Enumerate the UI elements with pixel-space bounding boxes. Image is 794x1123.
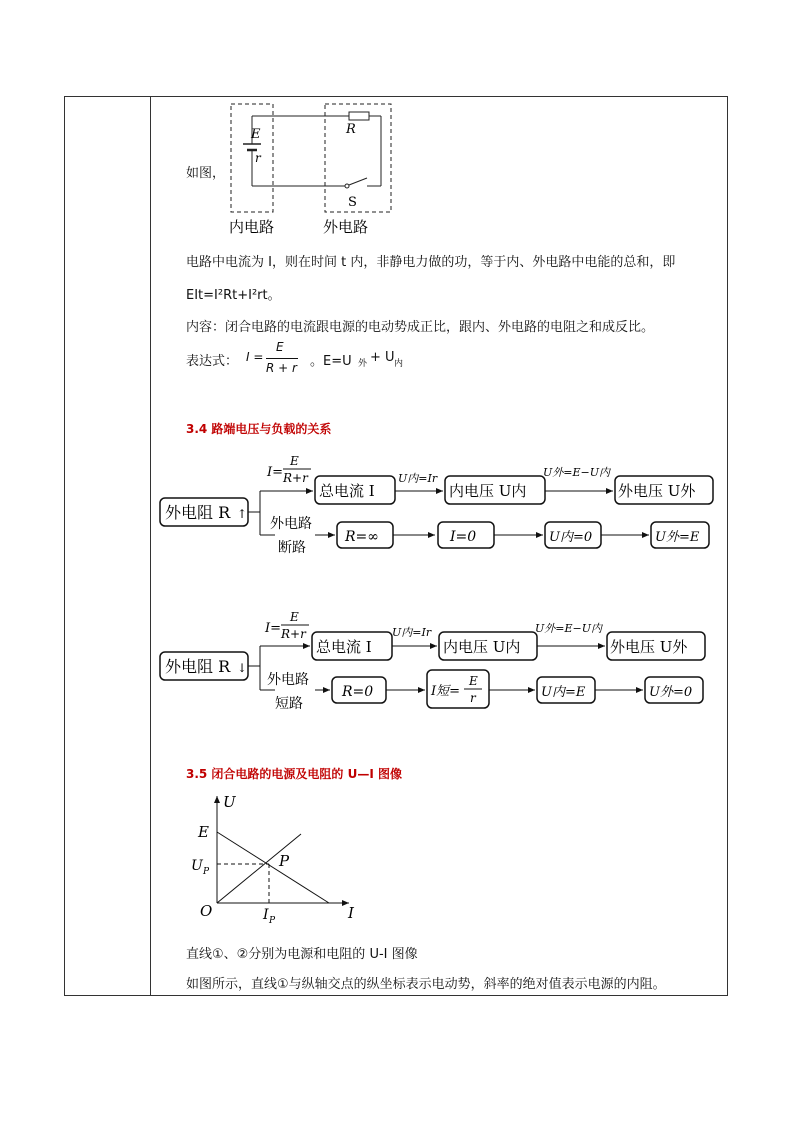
- line-1-source: [217, 832, 329, 903]
- switch-label: S: [348, 195, 357, 210]
- branch-value-3: U内=0: [549, 530, 593, 545]
- fraction-bar: [266, 358, 298, 359]
- start-label: 外电阻 R: [165, 657, 231, 676]
- branch-label-2: 断路: [278, 540, 306, 556]
- formula-den: R+r: [281, 627, 306, 641]
- up-arrow-glyph: ↑: [237, 507, 248, 521]
- circuit-prefix: 如图，: [186, 166, 226, 181]
- emf-label: E: [251, 127, 261, 142]
- flow-diagram-short-circuit: [155, 604, 720, 719]
- switch-contact: [345, 184, 349, 188]
- branch-value-2-num: E: [469, 674, 478, 688]
- down-arrow-glyph: ↓: [237, 661, 248, 675]
- up-label: U: [191, 858, 203, 874]
- y-axis-label: U: [223, 793, 236, 811]
- branch-value-4: U外=0: [649, 685, 693, 700]
- outer-voltage-label: 外电压 U外: [610, 638, 688, 656]
- branch-label-2: 短路: [275, 696, 303, 712]
- arrow1-label: U内=Ir: [398, 472, 438, 485]
- section-3-4-heading: 3.4 路端电压与负载的关系: [186, 422, 332, 436]
- arrow1-label: U内=Ir: [392, 626, 432, 639]
- arrow2-label: U外=E−U内: [543, 466, 611, 479]
- ip-label: I: [263, 907, 269, 923]
- inner-voltage-label: 内电压 U内: [443, 638, 521, 656]
- branch-value-2-den: r: [470, 691, 476, 705]
- outer-circuit-label: 外电路: [323, 218, 369, 236]
- formula-den: R+r: [283, 471, 308, 485]
- ip-sub: P: [269, 916, 276, 926]
- sub-nei: 内: [394, 359, 404, 369]
- footer-line-2: 如图所示，直线①与纵轴交点的纵坐标表示电动势，斜率的绝对值表示电源的内阻。: [186, 977, 666, 992]
- expression-prefix: 表达式：: [186, 354, 239, 369]
- arrow2-label: U外=E−U内: [535, 622, 603, 635]
- formula-num: E: [290, 610, 299, 624]
- paragraph-2: 内容：闭合电路的电流跟电源的电动势成正比，跟内、外电路的电阻之和成反比。: [186, 320, 655, 335]
- u-i-graph: [185, 790, 375, 930]
- branch-label-1: 外电路: [267, 672, 309, 688]
- formula-num: E: [290, 454, 299, 468]
- start-label: 外电阻 R: [165, 503, 231, 522]
- e-label: E: [198, 823, 209, 841]
- paragraph-1-line-2: EIt=I²Rt+I²rt。: [186, 288, 281, 303]
- formula-numerator: E: [276, 340, 284, 354]
- plus-u: + U: [370, 350, 395, 365]
- origin-label: O: [200, 902, 213, 920]
- internal-r-label: r: [255, 151, 261, 165]
- resistor-label: R: [346, 122, 356, 137]
- inner-voltage-label: 内电压 U内: [449, 482, 527, 500]
- up-sub: P: [203, 867, 210, 877]
- section-3-5-heading: 3.5 闭合电路的电源及电阻的 U—I 图像: [186, 767, 403, 781]
- formula-denominator: R + r: [266, 361, 297, 375]
- flow-diagram-open-circuit: [155, 448, 720, 563]
- footer-line-1: 直线①、②分别为电源和电阻的 U-I 图像: [186, 947, 418, 962]
- switch-S: [349, 178, 367, 185]
- paragraph-1-line-1: 电路中电流为 I，则在时间 t 内，非静电力做的功，等于内、外电路中电能的总和，即: [186, 255, 676, 270]
- branch-value-3: U内=E: [541, 685, 586, 700]
- branch-value-2: I=0: [450, 529, 477, 545]
- branch-value-2-prefix: I短=: [431, 684, 461, 699]
- formula-tail: 。E=U: [310, 354, 352, 369]
- formula-I: I =: [246, 350, 264, 364]
- x-axis-label: I: [348, 904, 354, 922]
- point-p-label: P: [279, 852, 290, 870]
- formula-I-label: I=: [265, 621, 282, 636]
- inner-circuit-label: 内电路: [229, 218, 275, 236]
- circuit-diagram: [225, 98, 405, 238]
- total-current-label: 总电流 I: [316, 638, 372, 656]
- branch-value-1: R=∞: [345, 529, 379, 545]
- outer-voltage-label: 外电压 U外: [618, 482, 696, 500]
- branch-label-1: 外电路: [270, 516, 312, 532]
- resistor-R: [349, 112, 369, 120]
- branch-value-1: R=0: [342, 684, 374, 700]
- formula-I-label: I=: [267, 465, 284, 480]
- sub-wai: 外: [358, 359, 368, 369]
- total-current-label: 总电流 I: [319, 482, 375, 500]
- table-column-divider: [150, 96, 151, 996]
- branch-value-4: U外=E: [655, 530, 700, 545]
